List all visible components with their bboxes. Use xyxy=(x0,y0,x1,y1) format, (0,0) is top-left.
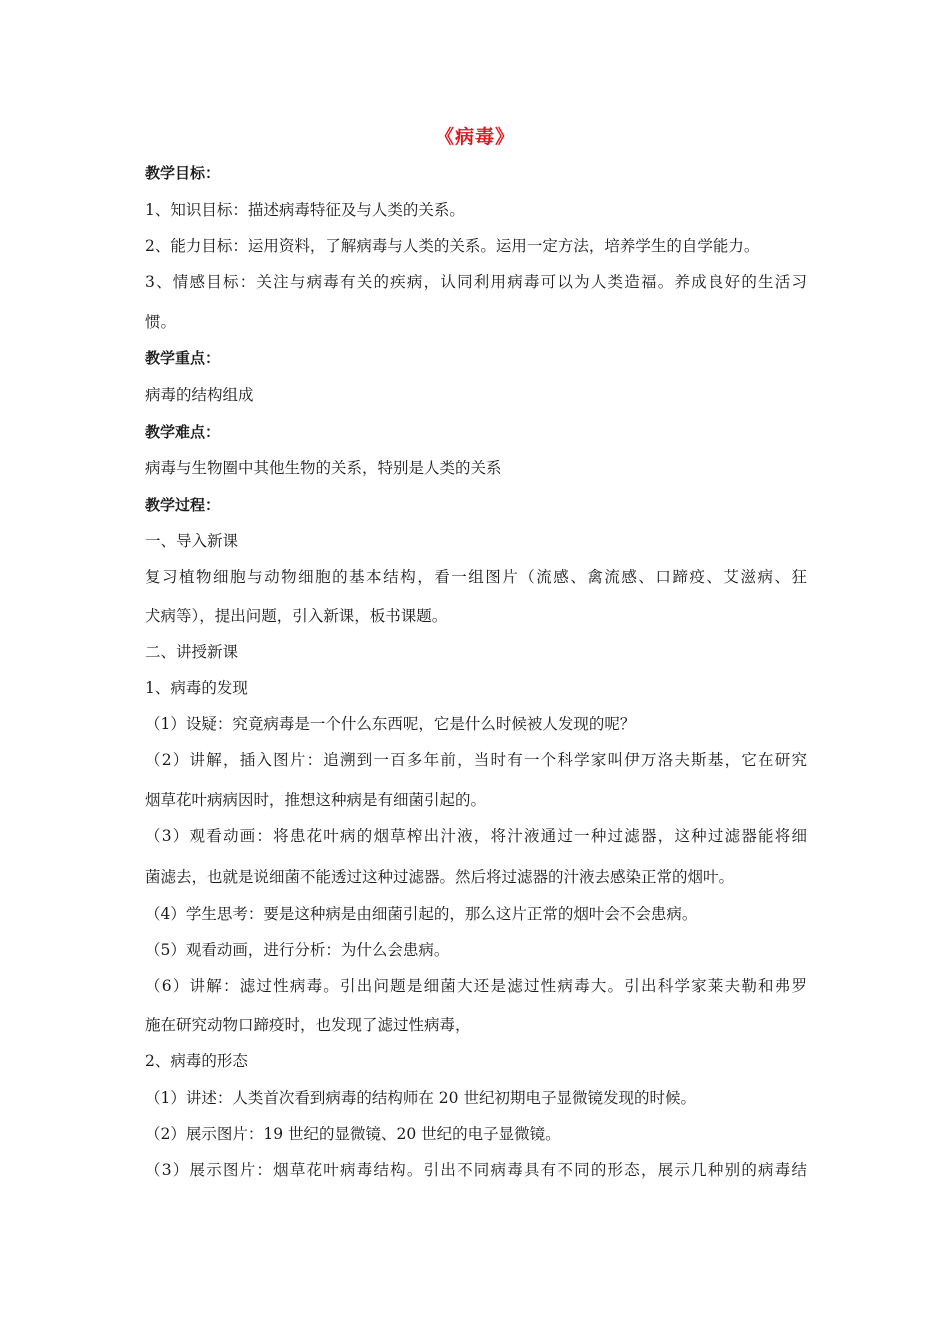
paragraph-line: 1、知识目标：描述病毒特征及与人类的关系。 xyxy=(145,201,465,219)
paragraph-line: 2、能力目标：运用资料，了解病毒与人类的关系。运用一定方法，培养学生的自学能力。 xyxy=(145,237,760,255)
paragraph-line: 惯。 xyxy=(145,313,177,331)
paragraph-line: 2、病毒的形态 xyxy=(145,1052,248,1070)
paragraph-line: 施在研究动物口蹄疫时，也发现了滤过性病毒， xyxy=(145,1016,471,1034)
paragraph-line: （5）观看动画，进行分析：为什么会患病。 xyxy=(145,941,450,959)
paragraph-line: （2）展示图片：19 世纪的显微镜、20 世纪的电子显微镜。 xyxy=(145,1125,561,1143)
paragraph-line: 病毒的结构组成 xyxy=(145,386,254,404)
paragraph-line: （3）展示图片：烟草花叶病毒结构。引出不同病毒具有不同的形态，展示几种别的病毒结 xyxy=(145,1161,807,1179)
paragraph-line: （6）讲解：滤过性病毒。引出问题是细菌大还是滤过性病毒大。引出科学家莱夫勒和弗罗 xyxy=(145,977,807,995)
paragraph-line: 3、情感目标：关注与病毒有关的疾病，认同利用病毒可以为人类造福。养成良好的生活习 xyxy=(145,273,807,291)
section-heading-difficulties: 教学难点： xyxy=(145,423,221,441)
section-heading-key-points: 教学重点： xyxy=(145,349,221,367)
paragraph-line: 复习植物细胞与动物细胞的基本结构，看一组图片（流感、禽流感、口蹄疫、艾滋病、狂 xyxy=(145,568,807,586)
paragraph-line: 二、讲授新课 xyxy=(145,643,239,661)
paragraph-line: （1）设疑：究竟病毒是一个什么东西呢，它是什么时候被人发现的呢？ xyxy=(145,715,636,733)
paragraph-line: 犬病等），提出问题，引入新课，板书课题。 xyxy=(145,607,448,625)
paragraph-line: 菌滤去，也就是说细菌不能透过这种过滤器。然后将过滤器的汁液去感染正常的烟叶。 xyxy=(145,868,735,886)
paragraph-line: 一、导入新课 xyxy=(145,532,239,550)
paragraph-line: （2）讲解，插入图片：追溯到一百多年前，当时有一个科学家叫伊万洛夫斯基，它在研究 xyxy=(145,751,807,769)
paragraph-line: 烟草花叶病病因时，推想这种病是有细菌引起的。 xyxy=(145,791,487,809)
paragraph-line: （1）讲述：人类首次看到病毒的结构师在 20 世纪初期电子显微镜发现的时候。 xyxy=(145,1089,696,1107)
section-heading-objectives: 教学目标： xyxy=(145,164,221,182)
paragraph-line: 病毒与生物圈中其他生物的关系，特别是人类的关系 xyxy=(145,459,502,477)
paragraph-line: （3）观看动画：将患花叶病的烟草榨出汁液，将汁液通过一种过滤器，这种过滤器能将细 xyxy=(145,827,807,845)
paragraph-line: （4）学生思考：要是这种病是由细菌引起的，那么这片正常的烟叶会不会患病。 xyxy=(145,905,698,923)
page-title: 《病毒》 xyxy=(434,126,515,148)
paragraph-line: 1、病毒的发现 xyxy=(145,679,248,697)
section-heading-process: 教学过程： xyxy=(145,496,221,514)
